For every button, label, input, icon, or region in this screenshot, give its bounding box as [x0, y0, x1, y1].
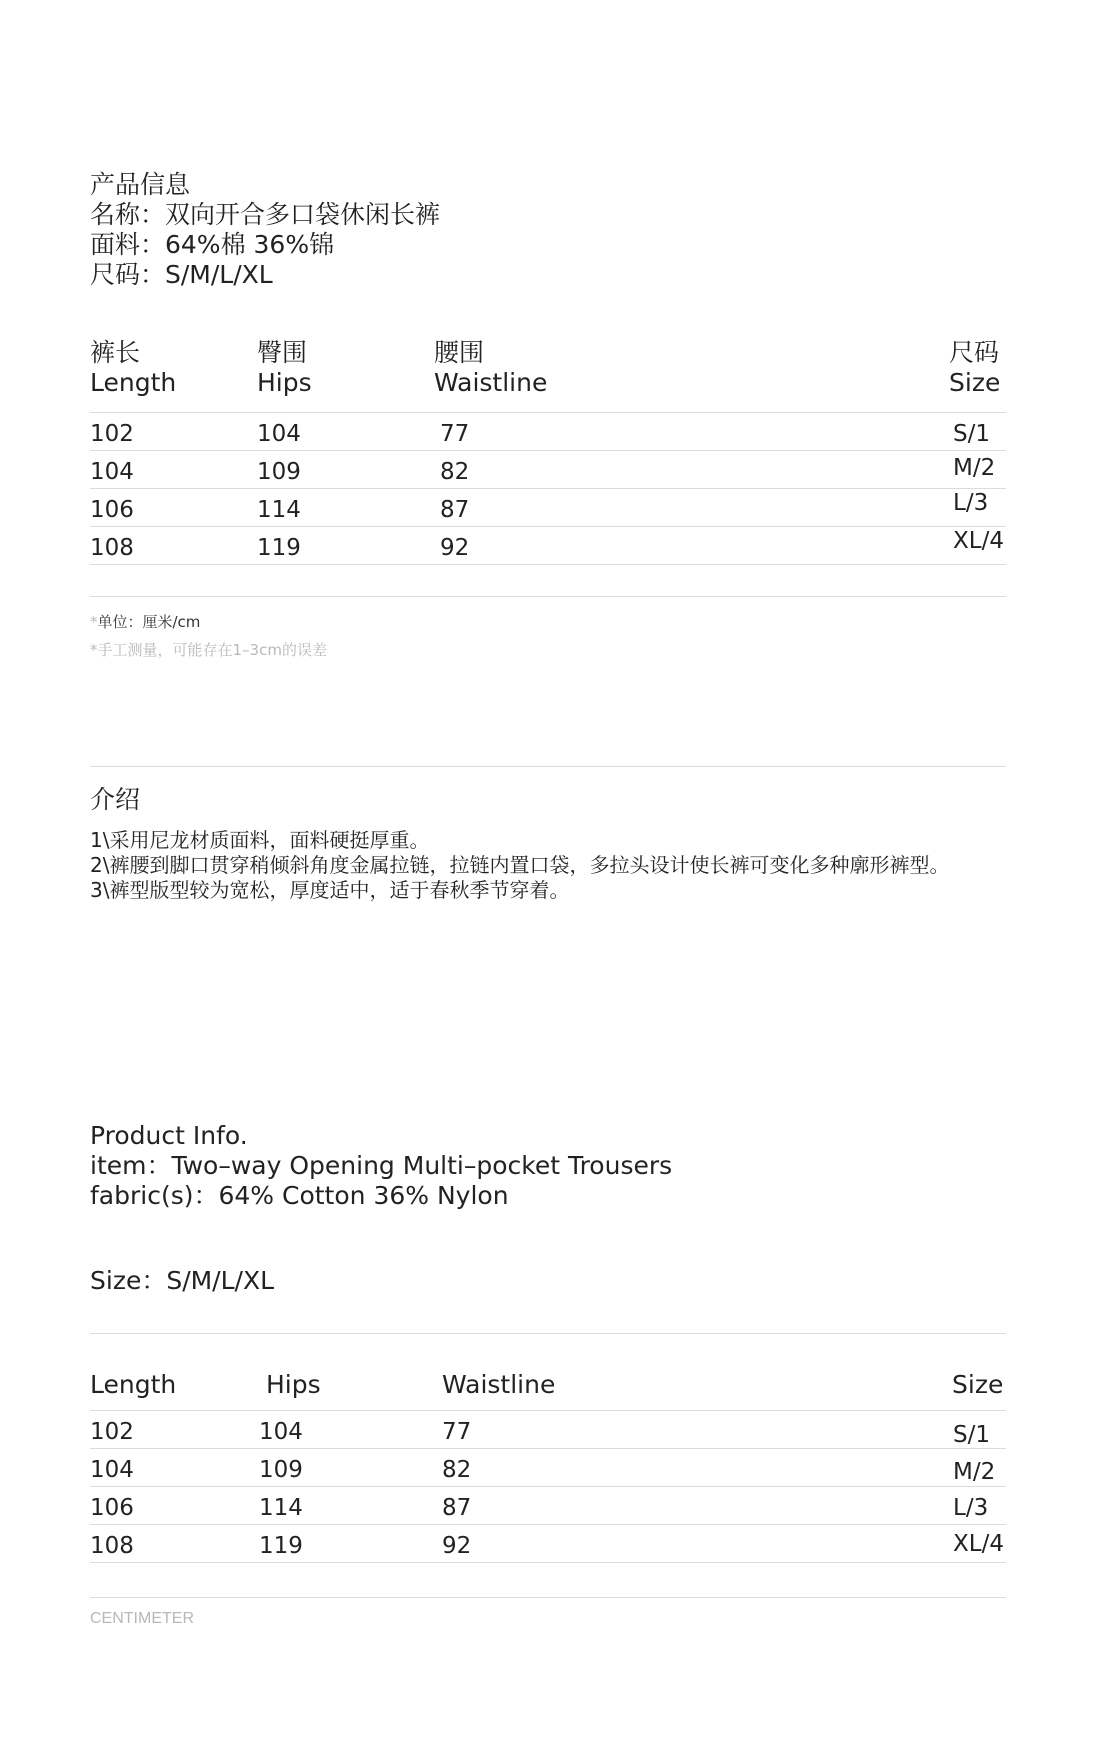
en-product-info [90, 1121, 672, 1211]
divider [90, 766, 1006, 767]
cell-size: L/3 [953, 490, 989, 516]
table-row [90, 1525, 1006, 1563]
cell-size: L/3 [953, 1495, 989, 1521]
cn-info-heading: 产品信息 [90, 170, 191, 199]
cell-size: M/2 [953, 1459, 996, 1485]
en-fabric-line: fabric(s)：64% Cotton 36% Nylon [90, 1181, 509, 1210]
cn-size-line: 尺码：S/M/L/XL [90, 260, 273, 289]
table-row [90, 1411, 1006, 1449]
intro-line: 3\裤型版型较为宽松，厚度适中，适于春秋季节穿着。 [90, 878, 570, 902]
cell-size: XL/4 [953, 1531, 1004, 1557]
table-row [90, 489, 1006, 527]
intro-line: 2\裤腰到脚口贯穿稍倾斜角度金属拉链，拉链内置口袋，多拉头设计使长裤可变化多种廓形裤型。 [90, 853, 950, 877]
cell-length: 102 [90, 1419, 134, 1445]
table-row [90, 1449, 1006, 1487]
cell-hips: 114 [259, 1495, 303, 1521]
cell-hips: 119 [259, 1533, 303, 1559]
table-row [90, 451, 1006, 489]
cell-waistline: 82 [440, 459, 470, 485]
en-size-table [90, 1370, 1006, 1563]
en-item-line: item：Two–way Opening Multi–pocket Trousers [90, 1151, 673, 1180]
cn-product-info [90, 170, 440, 290]
cell-waistline: 77 [442, 1419, 472, 1445]
intro-text [90, 828, 949, 903]
cell-waistline: 82 [442, 1457, 472, 1483]
cell-waistline: 87 [442, 1495, 472, 1521]
divider [90, 596, 1006, 597]
cell-hips: 104 [257, 421, 301, 447]
intro-heading: 介绍 [90, 785, 141, 814]
cn-header-hips: 臀围 Hips [257, 338, 312, 397]
cell-hips: 104 [259, 1419, 303, 1445]
measurement-note: *手工测量，可能存在1–3cm的误差 [90, 641, 327, 659]
cell-size: S/1 [953, 421, 990, 447]
en-table-header [90, 1370, 1006, 1411]
unit-note-en: CENTIMETER [90, 1610, 194, 1627]
cn-header-waistline: 腰围 Waistline [434, 338, 548, 397]
cell-length: 106 [90, 497, 134, 523]
intro-line: 1\采用尼龙材质面料，面料硬挺厚重。 [90, 828, 430, 852]
cell-size: M/2 [953, 455, 996, 481]
cell-length: 108 [90, 1533, 134, 1559]
en-header-length: Length [90, 1370, 177, 1399]
cell-length: 104 [90, 1457, 134, 1483]
divider [90, 1333, 1006, 1334]
en-header-size: Size [952, 1370, 1004, 1399]
en-header-hips: Hips [266, 1370, 321, 1399]
cell-size: S/1 [953, 1422, 990, 1448]
en-size-line: Size：S/M/L/XL [90, 1266, 275, 1295]
cn-header-size: 尺码 Size [949, 338, 1001, 397]
cell-length: 102 [90, 421, 134, 447]
cell-waistline: 87 [440, 497, 470, 523]
cell-waistline: 92 [442, 1533, 472, 1559]
cell-length: 106 [90, 1495, 134, 1521]
cell-length: 104 [90, 459, 134, 485]
cell-size: XL/4 [953, 528, 1004, 554]
cn-fabric-line: 面料：64%棉 36%锦 [90, 230, 335, 259]
cell-waistline: 77 [440, 421, 470, 447]
cn-header-length: 裤长 Length [90, 338, 177, 397]
cell-waistline: 92 [440, 535, 470, 561]
cell-hips: 119 [257, 535, 301, 561]
table-row [90, 527, 1006, 565]
table-row [90, 1487, 1006, 1525]
cell-hips: 109 [257, 459, 301, 485]
cn-table-header [90, 338, 1006, 413]
cn-name-line: 名称：双向开合多口袋休闲长裤 [90, 200, 441, 229]
table-row [90, 413, 1006, 451]
en-info-heading: Product Info. [90, 1121, 248, 1150]
en-header-waistline: Waistline [442, 1370, 556, 1399]
unit-note: *单位：厘米/cm [90, 613, 201, 631]
divider [90, 1597, 1006, 1598]
cell-hips: 114 [257, 497, 301, 523]
cn-size-table [90, 338, 1006, 565]
cell-length: 108 [90, 535, 134, 561]
cell-hips: 109 [259, 1457, 303, 1483]
